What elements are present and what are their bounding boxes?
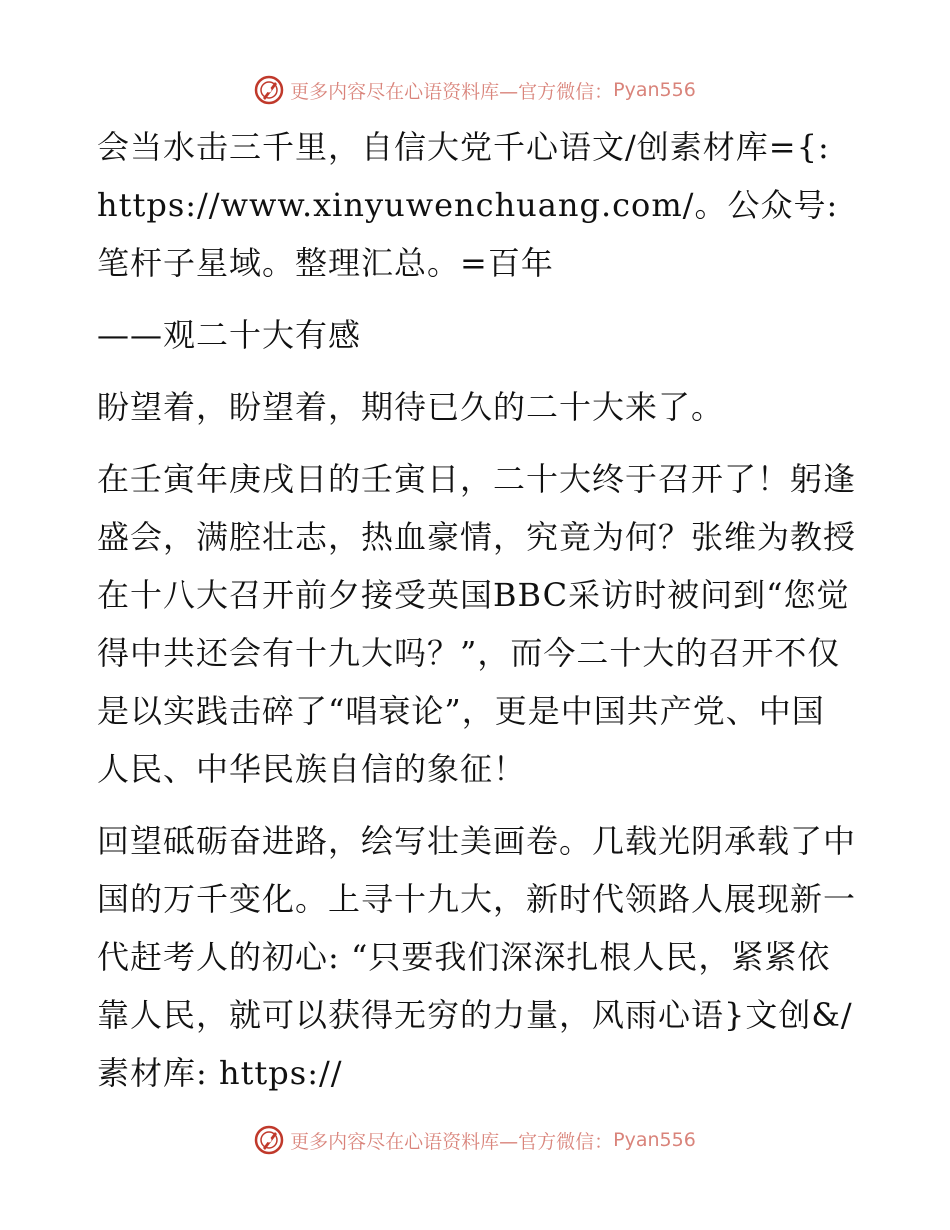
footer-banner [0,1120,950,1160]
document-body [97,118,857,1116]
header-wechat-id: Pyan556 [613,79,696,101]
paragraph-retrospect: 回望砥砺奋进路，绘写壮美画卷。几载光阴承载了中国的万千变化。上寻十九大，新时代领路人展现新一代赶考人的初心: “只要我们深深扎根人民，紧紧依靠人民，就可以获得无穷的力量，风雨心语}文创&/素材库: https:// [97,822,857,1092]
brand-logo-icon [254,1125,284,1155]
brand-logo-icon [254,75,284,105]
footer-wechat-id: Pyan556 [613,1129,696,1151]
paragraph-subtitle: ——观二十大有感 [97,316,362,354]
header-banner [0,70,950,110]
paragraph-anticipation: 盼望着，盼望着，期待已久的二十大来了。 [97,388,725,426]
footer-banner-text: 更多内容尽在心语资料库—官方微信： [290,1130,614,1153]
header-banner-text: 更多内容尽在心语资料库—官方微信： [290,80,614,103]
paragraph-intro: 会当水击三千里，自信大党千心语文/创素材库={: https://www.xinyuwenchuang.com/。公众号: 笔杆子星域。整理汇总。=百年 [97,128,839,282]
paragraph-congress-opening: 在壬寅年庚戌日的壬寅日，二十大终于召开了！躬逢盛会，满腔壮志，热血豪情，究竟为何？张维为教授在十八大召开前夕接受英国BBC采访时被问到“您觉得中共还会有十九大吗？”，而今二十大的召开不仅是以实践击碎了“唱衰论”，更是中国共产党、中国人民、中华民族自信的象征！ [97,460,857,788]
